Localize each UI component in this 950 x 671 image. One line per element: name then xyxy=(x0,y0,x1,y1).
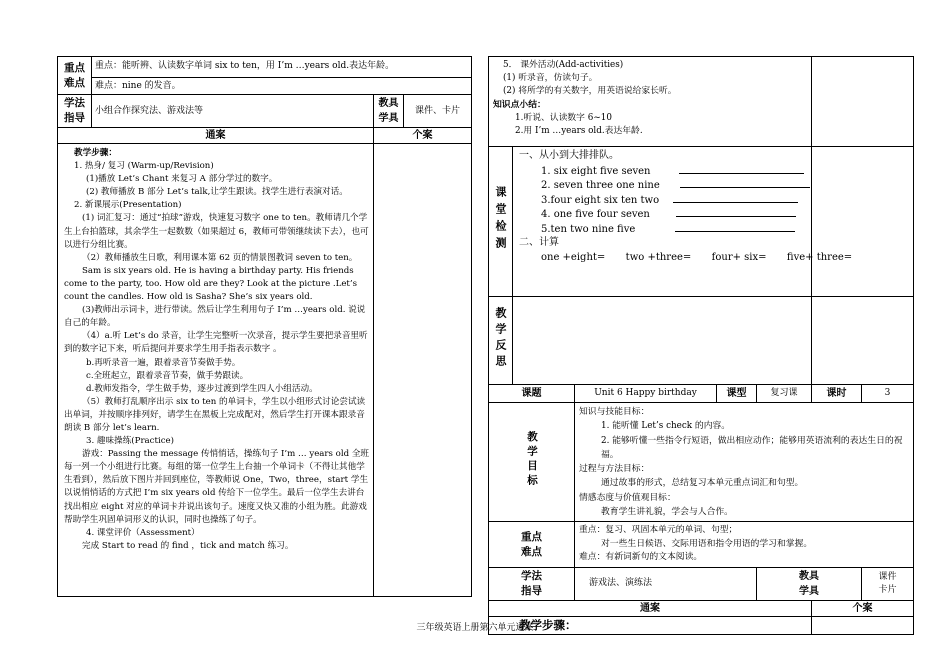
left-focus-line: 重点：能听辨、认读数字单词 six to ten，用 I’m …years old.表达年龄。 xyxy=(95,61,395,71)
right-aids-label: 教具学具 xyxy=(757,567,862,600)
step-line: (1) 词汇复习：通过“拍球”游戏，快速复习数字 one to ten。教师请几个学生上台拍篮球，其余学生一起数数（如果超过 6，教师可带领继续读下去），也可以进行分组比赛。 xyxy=(64,213,369,250)
step-line: b.再听录音一遍，跟着录音节奏做手势。 xyxy=(86,357,241,368)
calc-item: four+ six= xyxy=(711,251,767,263)
left-method-text: 小组合作探究法、游戏法等 xyxy=(92,95,374,128)
step-line: （5）教师打乱顺序出示 six to ten 的单词卡，学生以小组形式讨论尝试读出单词，并按顺序排列好，请学生在黑板上完成配对，然后学生打开课本跟录音朗读 B 部分 let’s learn. xyxy=(64,396,366,433)
goal-line: 1. 能听懂 Let’s check 的内容。 xyxy=(601,421,731,432)
step-line: （2）教师播放生日歌，利用课本第 62 页的情景图教词 seven to ten。 xyxy=(82,252,358,263)
right-general-header: 通案 xyxy=(489,600,812,616)
right-aids-text: 课件卡片 xyxy=(862,567,914,600)
step-line: 3. 趣味操练(Practice) xyxy=(86,436,174,447)
test-item: 3.four eight six ten two xyxy=(541,194,660,206)
right-extra-cell xyxy=(489,57,812,147)
right-focus-line: 难点：有新词新句的文本阅读。 xyxy=(579,552,703,563)
right-focus-cell xyxy=(575,522,914,568)
page-footer: 三年级英语上册第六单元通案 xyxy=(416,623,534,633)
step-line: 1. 热身/ 复习 (Warm-up/Revision) xyxy=(74,161,214,172)
extra-line: (1) 听录音，仿读句子。 xyxy=(503,73,598,83)
answer-blank[interactable] xyxy=(676,207,796,217)
goal-line: 过程与方法目标： xyxy=(579,464,650,475)
left-lesson-table xyxy=(57,56,472,597)
hours-label: 课时 xyxy=(812,385,862,403)
answer-blank[interactable] xyxy=(679,164,804,174)
reflect-label: 教学反思 xyxy=(489,297,513,385)
goal-line: 情感态度与价值观目标： xyxy=(579,492,676,503)
step-line: （4）a.听 Let’s do 录音，让学生完整听一次录音，提示学生要把录音里听到的数字记下来，听后提问并要求学生用手指表示数字 。 xyxy=(64,331,368,355)
left-steps-cell xyxy=(58,144,374,597)
extra-line: 5． 课外活动(Add-activities) xyxy=(503,60,624,70)
goal-line: 2. 能够听懂一些指令行短语，做出相应动作；能够用英语流利的表达生日的祝福。 xyxy=(601,435,903,460)
right-focus-label: 重点难点 xyxy=(489,522,575,568)
test-label: 课堂检测 xyxy=(489,147,513,297)
step-line: (3)教师出示词卡，进行带读。然后让学生利用句子 I’m …years old. 说说自己的年龄。 xyxy=(64,305,366,329)
test-item: 4. one five four seven xyxy=(541,209,650,220)
calc-item: one +eight= xyxy=(541,251,606,263)
step-line: (2) 教师播放 B 部分 Let’s talk,让学生跟读。找学生进行表演对话。 xyxy=(86,187,348,198)
test-item: 5.ten two nine five xyxy=(541,223,636,235)
summary-line: 2.用 I’m …years old.表达年龄. xyxy=(515,126,643,136)
goal-line: 通过故事的形式，总结复习本单元重点词汇和句型。 xyxy=(601,478,804,489)
right-method-label: 学法指导 xyxy=(489,567,575,600)
left-personal-header: 个案 xyxy=(374,128,472,144)
test-item: 1. six eight five seven xyxy=(541,165,651,177)
left-method-label: 学法指导 xyxy=(58,95,92,128)
test-item: 2. seven three one nine xyxy=(541,180,660,191)
left-focus-line: 难点：nine 的发音。 xyxy=(92,77,471,93)
right-extra-personal xyxy=(812,57,914,147)
summary-title: 知识点小结： xyxy=(493,100,546,110)
step-line: d.教师发指令，学生做手势，逐步过渡到学生四人小组活动。 xyxy=(86,383,318,394)
answer-blank[interactable] xyxy=(673,193,798,203)
step-line: 游戏：Passing the message 传悄悄话，操练句子 I’m … years old 全班每一列一个小组进行比赛。每组的第一位学生上台抽一个单词卡（不得让其他学生看到），然后放下图片并回到座位，等教师说 One，Two，three，start 学生以说悄悄话的方式把 I’m six years old 传给下一位学生。最后一位学生去讲台找出相应 eight 对应的单词卡并说出该句子。速度又快又准的小组为胜。此游戏帮助学生巩固单词形义的认识，同时也操练了句子。 xyxy=(64,449,370,525)
left-personal-cell xyxy=(374,144,472,597)
reflect-cell xyxy=(513,297,812,385)
calc-item: two +three= xyxy=(625,251,692,263)
right-personal-header: 个案 xyxy=(812,600,914,616)
type-label: 课型 xyxy=(717,385,757,403)
goals-label: 教学目标 xyxy=(489,403,575,522)
right-method-text: 游戏法、演练法 xyxy=(575,567,757,600)
goal-line: 知识与技能目标： xyxy=(579,407,650,417)
left-steps-title: 教学步骤： xyxy=(74,148,117,158)
hours-value: 3 xyxy=(862,385,914,403)
answer-blank[interactable] xyxy=(675,222,795,232)
goals-cell xyxy=(575,403,914,522)
calc-item: five+ three= xyxy=(786,251,853,263)
left-aids-text: 课件、卡片 xyxy=(404,95,472,128)
left-focus-label: 重点难点 xyxy=(58,57,92,95)
lesson-label: 课题 xyxy=(489,385,575,403)
right-focus-line: 重点：复习、巩固本单元的单词、句型； xyxy=(579,525,738,536)
extra-line: (2) 将所学的有关数字，用英语说给家长听。 xyxy=(503,86,677,96)
step-line: Sam is six years old. He is having a birthday party. His friends come to the party, too. How old are they? Look at the picture .Let’s count the candles. How old is Sasha? She’s six years old. xyxy=(64,265,358,303)
left-general-header: 通案 xyxy=(58,128,374,144)
left-focus-content xyxy=(92,57,472,95)
step-line: 4. 课堂评价（Assessment） xyxy=(86,527,200,538)
test-heading-2: 二、计算 xyxy=(519,237,559,248)
step-line: c.全班起立，跟着录音节奏，做手势跟读。 xyxy=(86,370,249,381)
right-steps-title: 教学步骤： xyxy=(489,616,812,634)
step-line: 完成 Start to read 的 find ，tick and match 练习。 xyxy=(82,540,294,551)
test-personal xyxy=(812,147,914,297)
left-aids-label: 教具学具 xyxy=(374,95,404,128)
type-value: 复习课 xyxy=(757,385,812,403)
step-line: 2. 新课展示(Presentation) xyxy=(74,200,182,211)
right-focus-line: 对一些生日候语、交际用语和指令用语的学习和掌握。 xyxy=(601,538,813,549)
answer-blank[interactable] xyxy=(680,178,810,188)
test-cell xyxy=(513,147,853,297)
lesson-value: Unit 6 Happy birthday xyxy=(575,385,717,403)
test-heading-1: 一、从小到大排排队。 xyxy=(519,150,619,161)
goal-line: 教育学生讲礼貌，学会与人合作。 xyxy=(601,507,733,518)
right-lesson-table xyxy=(488,56,914,635)
reflect-personal xyxy=(812,297,914,385)
step-line: (1)播放 Let’s Chant 来复习 A 部分学过的数字。 xyxy=(86,174,278,185)
summary-line: 1.听说、认读数字 6~10 xyxy=(515,113,612,123)
